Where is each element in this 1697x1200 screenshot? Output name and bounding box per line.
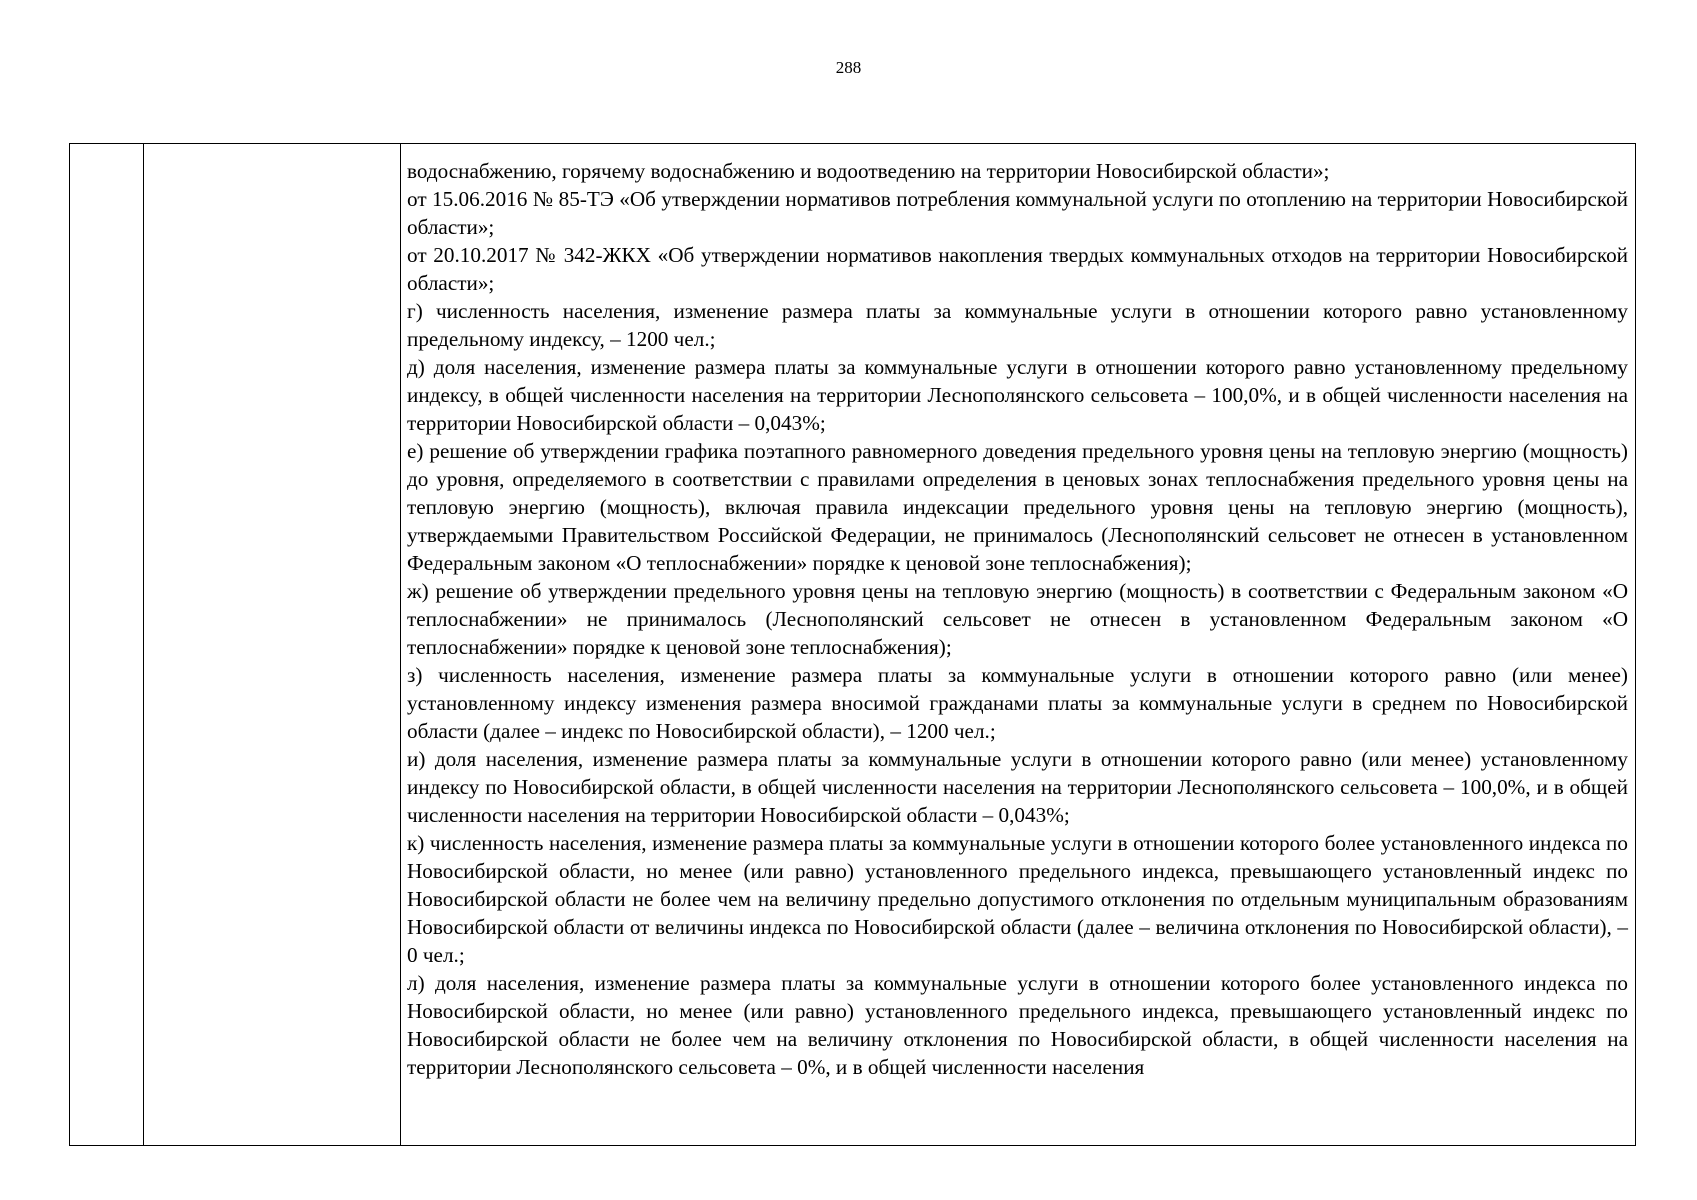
row-number-cell	[70, 144, 144, 1146]
paragraph-1: водоснабжению, горячему водоснабжению и водоотведению на территории Новосибирской области»;	[407, 159, 1330, 183]
table-row	[70, 144, 1636, 1146]
paragraph-zh: ж) решение об утверждении предельного уровня цены на тепловую энергию (мощность) в соответствии с Федеральным законом «О теплоснабжении» не принималось (Леснополянский сельсовет не отнесен в установленном Федеральным законом «О теплоснабжении» порядке к ценовой зоне теплоснабжения);	[407, 579, 1628, 659]
paragraph-3: от 20.10.2017 № 342-ЖКХ «Об утверждении нормативов накопления твердых коммунальных отходов на территории Новосибирской области»;	[407, 243, 1628, 295]
paragraph-z: з) численность населения, изменение размера платы за коммунальные услуги в отношении которого равно (или менее) установленному индексу изменения размера вносимой гражданами платы за коммунальные услуги в среднем по Новосибирской области (далее – индекс по Новосибирской области), – 1200 чел.;	[407, 663, 1628, 743]
page-number: 288	[835, 58, 862, 77]
paragraph-k: к) численность населения, изменение размера платы за коммунальные услуги в отношении которого более установленного индекса по Новосибирской области, но менее (или равно) установленного предельного индекса, превышающего установленный индекс по Новосибирской области не более чем на величину предельно допустимого отклонения по отдельным муниципальным образованиям Новосибирской области от величины индекса по Новосибирской области (далее – величина отклонения по Новосибирской области), – 0 чел.;	[407, 831, 1628, 967]
paragraph-2: от 15.06.2016 № 85-ТЭ «Об утверждении нормативов потребления коммунальной услуги по отоплению на территории Новосибирской области»;	[407, 187, 1628, 239]
paragraph-d: д) доля населения, изменение размера платы за коммунальные услуги в отношении которого равно установленному предельному индексу, в общей численности населения на территории Леснополянского сельсовета – 100,0%, и в общей численности населения на территории Новосибирской области – 0,043%;	[407, 355, 1628, 435]
indicator-name-cell	[144, 144, 401, 1146]
content-cell	[401, 144, 1636, 1146]
paragraph-e: е) решение об утверждении графика поэтапного равномерного доведения предельного уровня цены на тепловую энергию (мощность) до уровня, определяемого в соответствии с правилами определения в ценовых зонах теплоснабжения предельного уровня цены на тепловую энергию (мощность), включая правила индексации предельного уровня цены на тепловую энергию (мощность), утверждаемыми Правительством Российской Федерации, не принималось (Леснополянский сельсовет не отнесен в установленном Федеральным законом «О теплоснабжении» порядке к ценовой зоне теплоснабжения);	[407, 439, 1628, 575]
paragraph-g: г) численность населения, изменение размера платы за коммунальные услуги в отношении которого равно установленному предельному индексу, – 1200 чел.;	[407, 299, 1628, 351]
paragraph-l: л) доля населения, изменение размера платы за коммунальные услуги в отношении которого более установленного индекса по Новосибирской области, но менее (или равно) установленного предельного индекса, превышающего установленный индекс по Новосибирской области не более чем на величину отклонения по Новосибирской области, в общей численности населения на территории Леснополянского сельсовета – 0%, и в общей численности населения	[407, 971, 1628, 1079]
paragraph-i: и) доля населения, изменение размера платы за коммунальные услуги в отношении которого равно (или менее) установленному индексу по Новосибирской области, в общей численности населения на территории Леснополянского сельсовета – 100,0%, и в общей численности населения на территории Новосибирской области – 0,043%;	[407, 747, 1628, 827]
document-table	[69, 143, 1636, 1146]
